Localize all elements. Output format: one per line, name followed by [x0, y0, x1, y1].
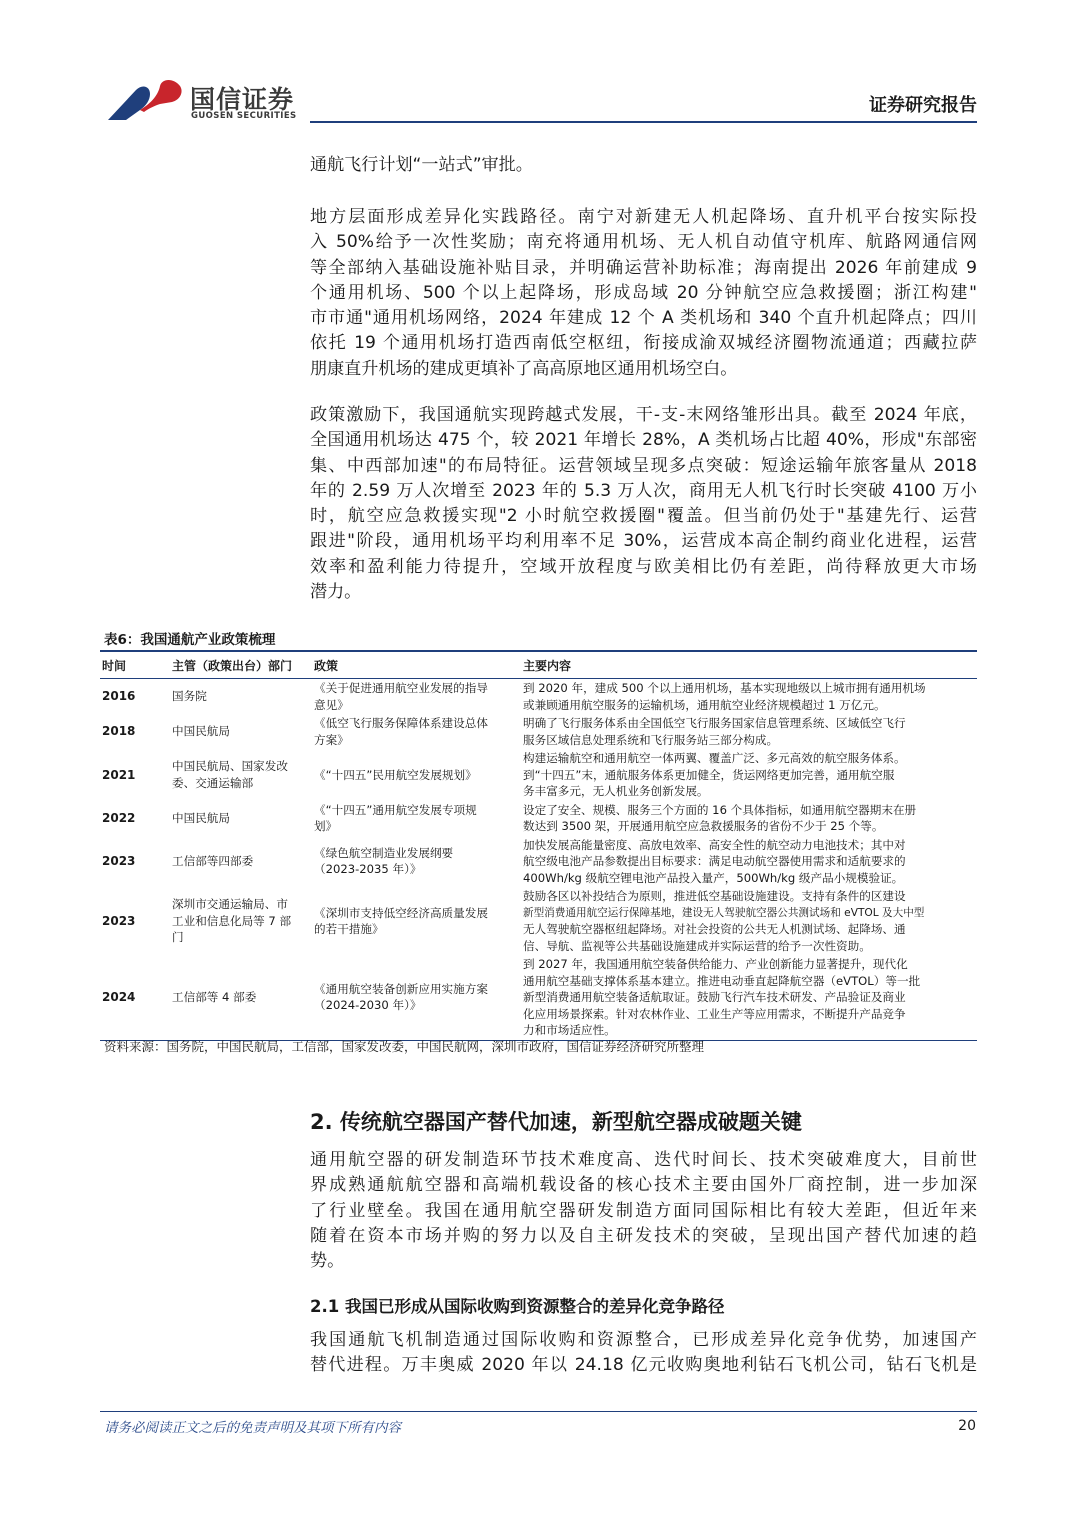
text-line: 我国通航飞机制造通过国际收购和资源整合，已形成差异化竞争优势，加速国产	[310, 1330, 977, 1350]
cell-line: 明确了飞行服务体系由全国低空飞行服务国家信息管理系统、区域低空飞行	[523, 716, 906, 730]
text-line: 全国通用机场达 475 个，较 2021 年增长 28%，A 类机场占比超 40%，形成"东部密	[310, 430, 977, 451]
cell-line: 《绿色航空制造业发展纲要	[314, 845, 454, 860]
cell-policy	[312, 714, 521, 749]
cell-line: 中国民航局	[172, 810, 230, 825]
cell-line: 委、交通运输部	[172, 775, 254, 790]
cell-line: 工信部等四部委	[172, 854, 254, 868]
text-line: 集、中西部加速"的布局特征。运营领域呈现多点突破：短途运输年旅客量从 2018	[310, 455, 977, 476]
cell-policy	[312, 955, 521, 1040]
text-line: 入 50%给予一次性奖励；南充将通用机场、无人机自动值守机库、航路网通信网	[310, 232, 977, 253]
cell-line: 服务区域信息处理系统和飞行服务站三部分构成。	[523, 732, 779, 747]
paragraph-development	[310, 403, 977, 605]
cell-line: 《低空飞行服务保障体系建设总体	[314, 716, 488, 730]
report-type-label: 证券研究报告	[869, 95, 977, 116]
header-divider	[310, 121, 977, 123]
cell-line: 航空级电池产品参数提出目标要求：满足电动航空器使用需求和适航要求的	[523, 854, 906, 868]
page-number: 20	[958, 1418, 976, 1434]
footer-divider	[100, 1411, 977, 1412]
cell-content	[521, 836, 977, 888]
column-header: 时间	[102, 659, 127, 673]
text-line: 地方层面形成差异化实践路径。南宁对新建无人机起降场、直升机平台按实际投	[310, 207, 977, 227]
cell-line: 深圳市交通运输局、市	[172, 897, 288, 912]
table-caption: 表6：我国通航产业政策梳理	[104, 632, 276, 648]
table-row	[100, 679, 977, 715]
cell-line: 的若干措施》	[314, 922, 384, 936]
cell-line: 《通用航空装备创新应用实施方案	[314, 981, 488, 996]
cell-year: 2023	[102, 913, 136, 928]
cell-line: （2023-2035 年）》	[314, 862, 422, 877]
text-line: 随着在资本市场并购的努力以及自主研发技术的突破，呈现出国产替代加速的趋	[310, 1225, 977, 1246]
cell-content	[521, 714, 977, 749]
cell-policy	[312, 749, 521, 801]
cell-content	[521, 679, 977, 715]
cell-line: 400Wh/kg 级航空锂电池产品投入量产，500Wh/kg 级产品小规模验证。	[523, 870, 904, 885]
cell-policy	[312, 887, 521, 955]
cell-year: 2022	[102, 810, 136, 825]
cell-line: 工信部等 4 部委	[172, 990, 257, 1004]
guosen-logo-icon	[106, 76, 184, 122]
text-line: 了行业壁垒。我国在通用航空器研发制造方面同国际相比有较大差距，但近年来	[310, 1200, 977, 1221]
text-line: 替代进程。万丰奥威 2020 年以 24.18 亿元收购奥地利钻石飞机公司，钻石飞机是	[310, 1355, 977, 1376]
text-line: 等全部纳入基础设施补贴目录，并明确运营补助标准；海南提出 2026 年前建成 9	[310, 257, 977, 278]
cell-line: 新型消费通用航空装备适航取证。鼓励飞行汽车技术研发、产品验证及商业	[523, 990, 906, 1004]
brand-name-cn: 国信证券	[190, 85, 295, 114]
paragraph-subsection	[310, 1328, 977, 1379]
text-line: 时，航空应急救援实现"2 小时航空救援圈"覆盖。但当前仍处于"基建先行、运营	[310, 506, 977, 527]
cell-line: 《“十四五”通用航空发展专项规	[314, 802, 477, 817]
text-line: 界成熟通航航空器和高端机载设备的核心技术主要由国外厂商控制，进一步加深	[310, 1175, 977, 1196]
column-header: 主要内容	[523, 659, 572, 673]
cell-line: 或兼顾通用航空服务的运输机场，通用航空业经济规模超过 1 万亿元。	[523, 697, 886, 712]
cell-year: 2023	[102, 854, 136, 868]
subsection-heading: 2.1 我国已形成从国际收购到资源整合的差异化竞争路径	[310, 1297, 725, 1316]
cell-line: 务丰富多元，无人机业务创新发展。	[523, 784, 709, 798]
cell-content	[521, 749, 977, 801]
cell-line: 《“十四五”民用航空发展规划》	[314, 767, 477, 782]
cell-line: 到 2027 年，我国通用航空装备供给能力、产业创新能力显著提升，现代化	[523, 957, 908, 971]
cell-content	[521, 955, 977, 1040]
cell-policy	[312, 679, 521, 715]
cell-line: 到 2020 年，建成 500 个以上通用机场，基本实现地级以上城市拥有通用机场	[523, 681, 926, 695]
cell-line: 工业和信息化局等 7 部	[172, 913, 292, 928]
cell-line: 中国民航局	[172, 724, 230, 739]
cell-department	[170, 887, 312, 955]
cell-line: 构建运输航空和通用航空一体两翼、覆盖广泛、多元高效的航空服务体系。	[523, 751, 906, 765]
cell-year: 2016	[102, 689, 136, 704]
column-header: 主管（政策出台）部门	[172, 659, 293, 673]
text-line: 跟进"阶段，通用机场平均利用率不足 30%，运营成本高企制约商业化进程，运营	[310, 531, 977, 552]
text-line: 市市通"通用机场网络，2024 年建成 12 个 A 类机场和 340 个直升机起降点；四川	[310, 308, 977, 329]
cell-line: 到“十四五”末，通航服务体系更加健全，货运网络更加完善，通用航空服	[523, 767, 895, 782]
text-line: 通用航空器的研发制造环节技术难度高、迭代时间长、技术突破难度大，目前世	[310, 1150, 977, 1170]
table-row	[100, 836, 977, 888]
table-row	[100, 749, 977, 801]
cell-content	[521, 887, 977, 955]
cell-department	[170, 749, 312, 801]
text-line: 效率和盈利能力待提升，空域开放程度与欧美相比仍有差距，尚待释放更大市场	[310, 556, 977, 577]
text-line: 势。	[310, 1251, 345, 1272]
cell-year: 2018	[102, 724, 136, 739]
table-row	[100, 887, 977, 955]
text-line: 依托 19 个通用机场打造西南低空枢纽，衔接成渝双城经济圈物流通道；西藏拉萨	[310, 333, 977, 354]
cell-line: 数达到 3500 架，开展通用航空应急救援服务的省份不少于 25 个等。	[523, 819, 884, 833]
cell-line: 信、导航、监视等公共基础设施建成并实际运营的给予一次性资助。	[523, 938, 871, 953]
cell-line: 划》	[314, 819, 338, 833]
table-header-row	[100, 651, 977, 679]
footer-disclaimer: 请务必阅读正文之后的免责声明及其项下所有内容	[104, 1420, 401, 1436]
brand-name-en: GUOSEN SECURITIES	[191, 111, 297, 121]
cell-line: 《关于促进通用航空业发展的指导	[314, 681, 488, 695]
cell-line: 意见》	[314, 697, 349, 712]
cell-line: 新型消费通用航空运行保障基地，建设无人驾驶航空器公共测试场和 eVTOL 及大中型	[523, 906, 925, 919]
cell-department	[170, 679, 312, 715]
page-header	[0, 0, 1080, 130]
cell-content	[521, 801, 977, 836]
paragraph-local-practice	[310, 205, 977, 382]
cell-line: 通用航空基础支撑体系基本建立。推进电动垂直起降航空器（eVTOL）等一批	[523, 973, 921, 988]
column-header: 政策	[314, 659, 339, 673]
text-line: 通航飞行计划“一站式”审批。	[310, 155, 533, 175]
cell-line: 力和市场适应性。	[523, 1023, 616, 1037]
cell-line: 方案》	[314, 732, 349, 747]
cell-line: 国务院	[172, 689, 207, 704]
table-row	[100, 801, 977, 836]
cell-line: 加快发展高能量密度、高放电效率、高安全性的航空动力电池技术；其中对	[523, 837, 906, 852]
cell-line: 无人驾驶航空器枢纽起降场。对社会投资的公共无人机测试场、起降场、通	[523, 922, 906, 936]
cell-line: 《深圳市支持低空经济高质量发展	[314, 905, 488, 920]
cell-line: 鼓励各区以补投结合为原则，推进低空基础设施建设。支持有条件的区建设	[523, 889, 906, 903]
table-source-note: 资料来源：国务院，中国民航局，工信部，国家发改委，中国民航网，深圳市政府，国信证券经济研究所整理	[104, 1039, 705, 1054]
text-line: 个通用机场、500 个以上起降场，形成岛域 20 分钟航空应急救援圈；浙江构建"	[310, 282, 977, 303]
cell-policy	[312, 801, 521, 836]
text-line: 政策激励下，我国通航实现跨越式发展，干-支-末网络雏形出具。截至 2024 年底，	[310, 405, 977, 425]
cell-policy	[312, 836, 521, 888]
paragraph-section-intro	[310, 1148, 977, 1274]
cell-line: （2024-2030 年）》	[314, 998, 422, 1013]
cell-department	[170, 836, 312, 888]
cell-line: 化应用场景探索。针对农林作业、工业生产等应用需求，不断提升产品竞争	[523, 1006, 906, 1021]
cell-year: 2021	[102, 767, 136, 782]
text-line: 潜力。	[310, 582, 362, 603]
paragraph-intro	[310, 153, 977, 178]
cell-line: 门	[172, 930, 184, 945]
cell-line: 设定了安全、规模、服务三个方面的 16 个具体指标，如通用航空器期末在册	[523, 802, 917, 817]
cell-department	[170, 714, 312, 749]
table-row	[100, 714, 977, 749]
section-heading: 2. 传统航空器国产替代加速，新型航空器成破题关键	[310, 1110, 802, 1134]
text-line: 朋康直升机场的建成更填补了高高原地区通用机场空白。	[310, 358, 738, 379]
table-row	[100, 955, 977, 1040]
cell-year: 2024	[102, 990, 136, 1004]
cell-department	[170, 801, 312, 836]
cell-line: 中国民航局、国家发改	[172, 759, 288, 774]
text-line: 年的 2.59 万人次增至 2023 年的 5.3 万人次，商用无人机飞行时长突破 4100 万小	[310, 480, 977, 501]
policy-table	[100, 650, 977, 1041]
cell-department	[170, 955, 312, 1040]
